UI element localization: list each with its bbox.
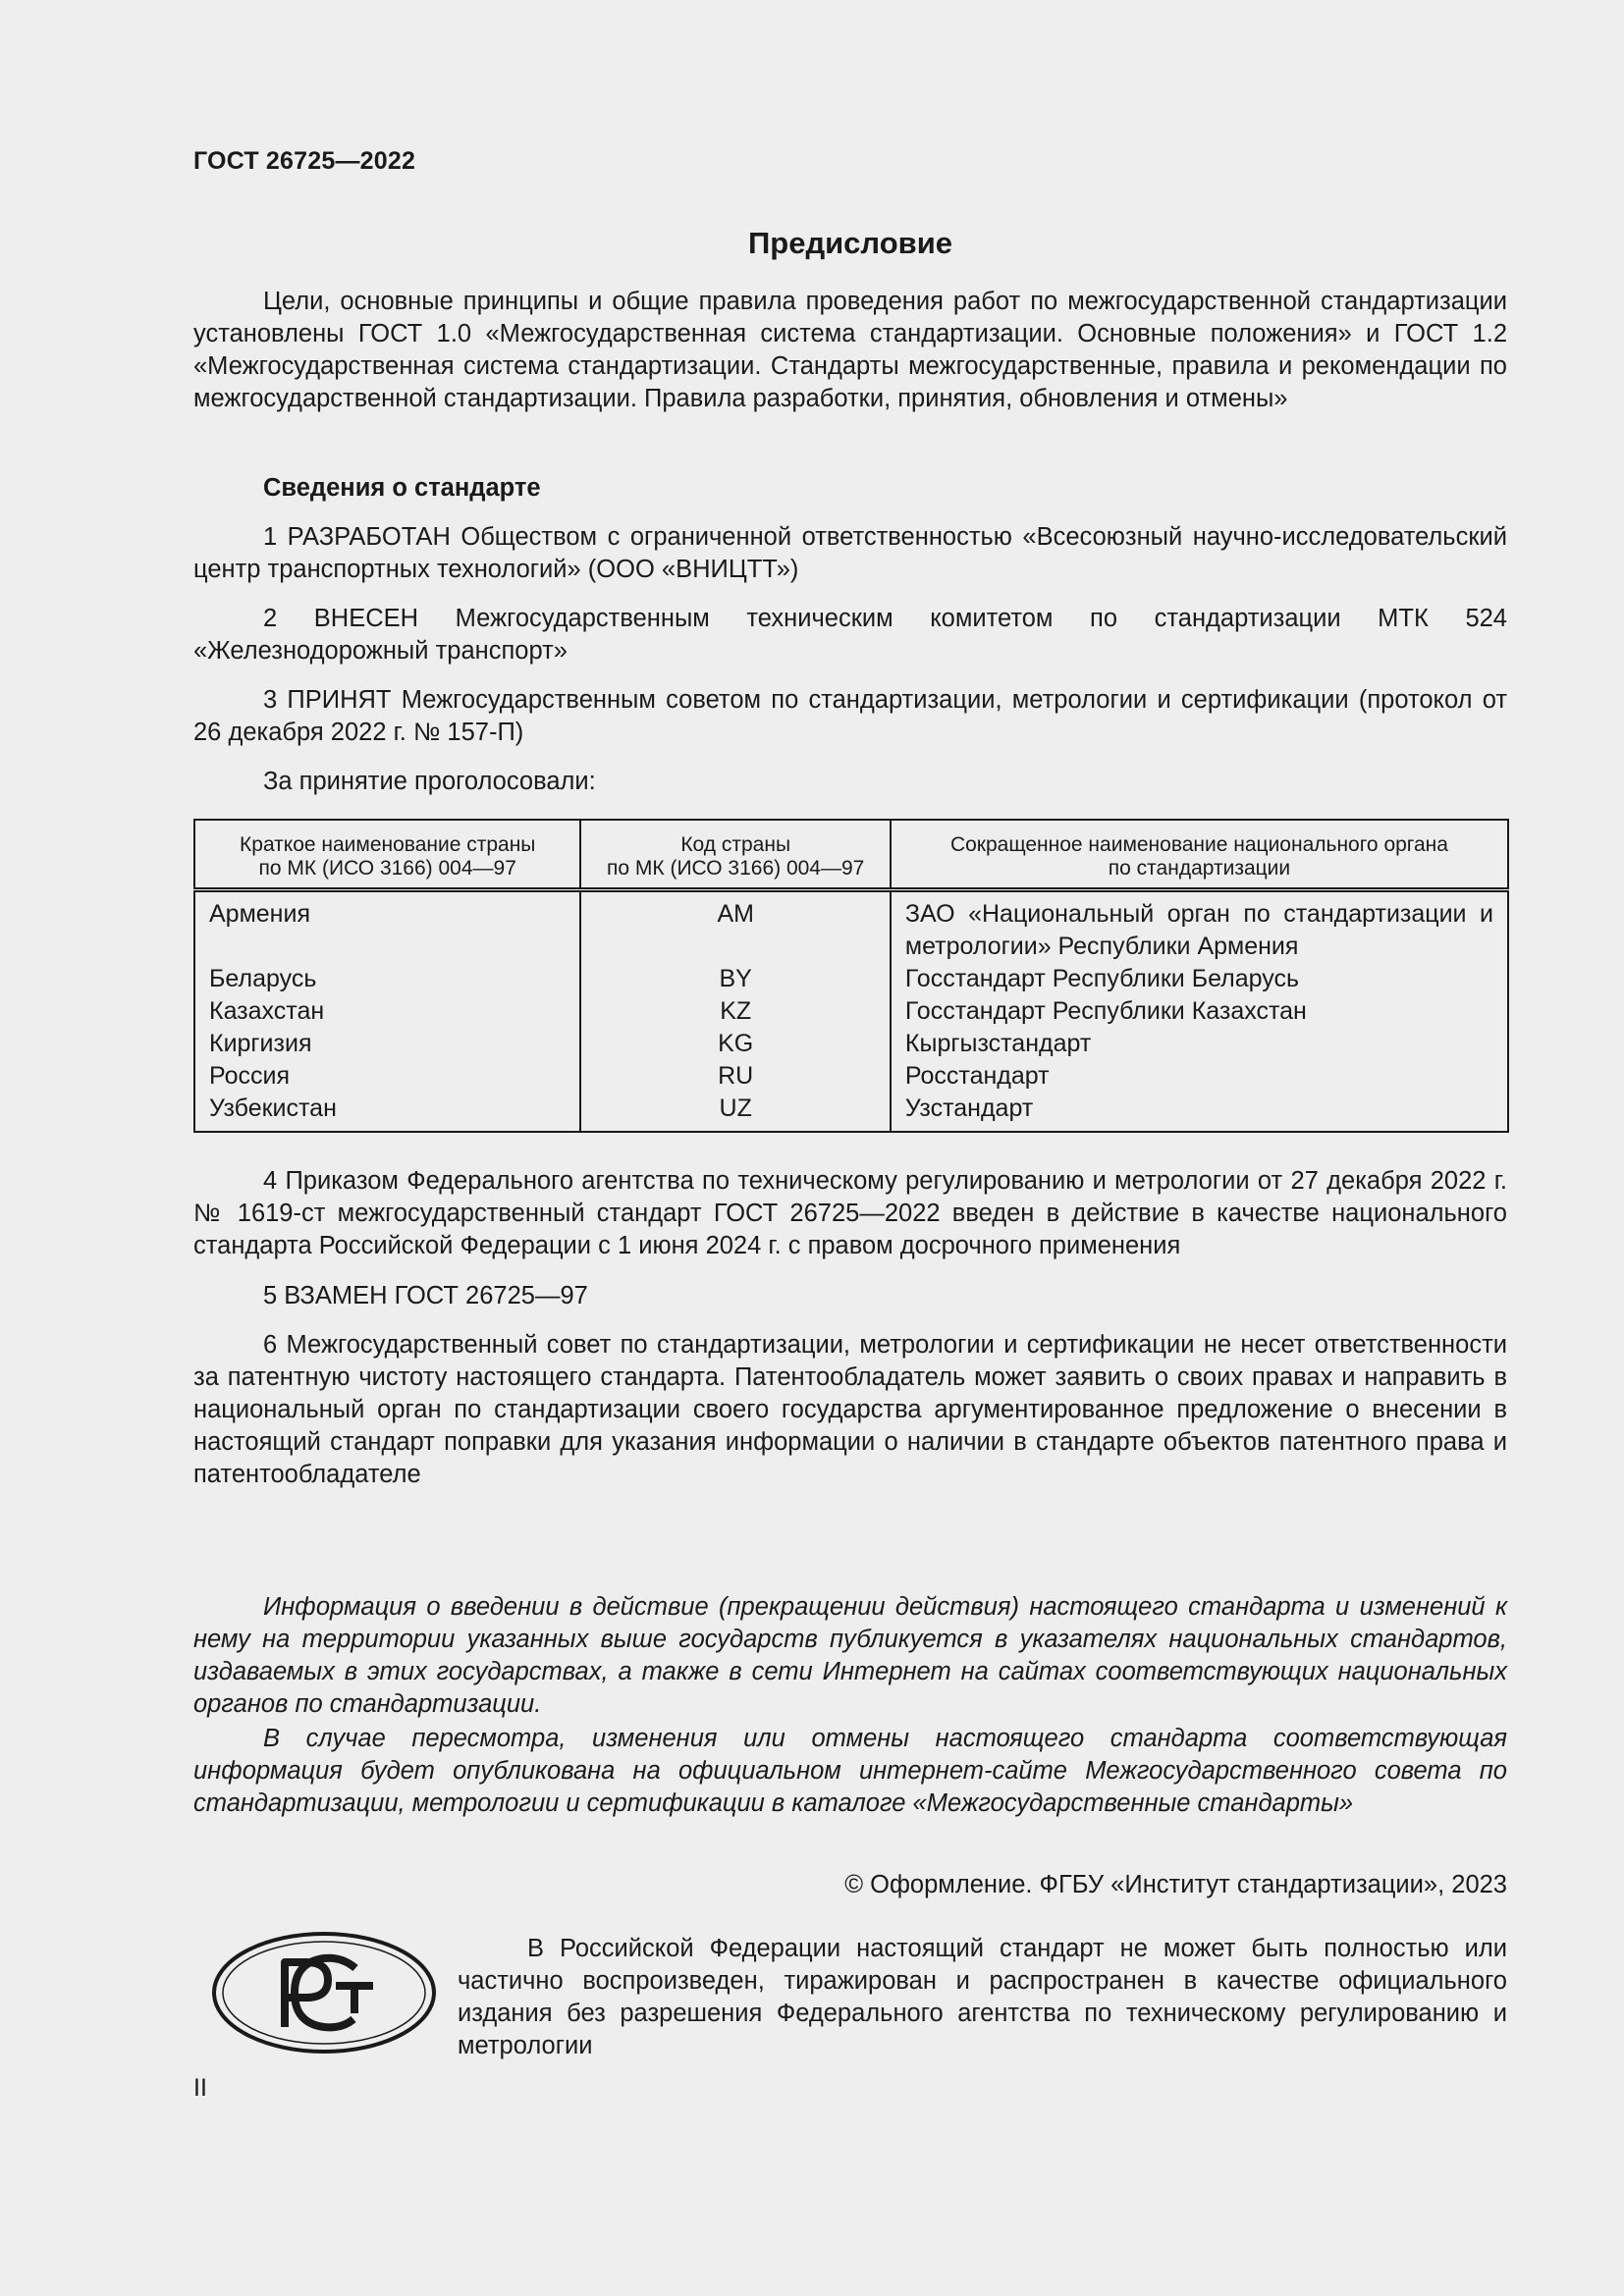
voted-label: За принятие проголосовали: (263, 768, 596, 795)
cell-country: Казахстан (194, 995, 580, 1028)
cell-body: Госстандарт Республики Беларусь (891, 963, 1508, 995)
cell-country: Армения (194, 890, 580, 964)
table-row (194, 995, 1508, 1028)
table-row (194, 963, 1508, 995)
cell-body: Росстандарт (891, 1060, 1508, 1093)
item-introduced: 2 ВНЕСЕН Межгосударственным техническим комитетом по стандартизации МТК 524 «Железнодорожный транспорт» (193, 605, 1507, 665)
page-title: Предисловие (747, 226, 952, 260)
intro-paragraph: Цели, основные принципы и общие правила проведения работ по межгосударственной стандартизации установлены ГОСТ 1.0 «Межгосударственная система стандартизации. Основные положения» и ГОСТ 1.2 «Межгосударственная система стандартизации. Стандарты межгосударственные, правила и рекомендации по межгосударственной стандартизации. Правила разработки, принятия, обновления и отмены» (193, 288, 1507, 412)
document-code: ГОСТ 26725—2022 (193, 147, 416, 175)
header-country: Краткое наименование страны по МК (ИСО 3166) 004—97 (194, 820, 580, 890)
copyright-line: © Оформление. ФГБУ «Институт стандартизации», 2023 (844, 1871, 1507, 1898)
rights-notice: В Российской Федерации настоящий стандарт не может быть полностью или частично воспроизведен, тиражирован и распространен в качестве официального издания без разрешения Федерального агентства по техническому регулированию и метрологии (458, 1935, 1507, 2059)
header-country-code: Код страны по МК (ИСО 3166) 004—97 (580, 820, 890, 890)
item-order: 4 Приказом Федерального агентства по техническому регулированию и метрологии от 27 декабря 2022 г. № 1619-ст межгосударственный стандарт ГОСТ 26725—2022 введен в действие в качестве национального стандарта Российской Федерации с 1 июня 2024 г. с правом досрочного применения (193, 1167, 1507, 1259)
note-info: Информация о введении в действие (прекращении действия) настоящего стандарта и изменений к нему на территории указанных выше государств публикуется в указателях национальных стандартов, издаваемых в этих государствах, а также в сети Интернет на сайтах соответствующих национальных органов по стандартизации. (193, 1593, 1507, 1718)
cell-body: Госстандарт Республики Казахстан (891, 995, 1508, 1028)
header-national-body: Сокращенное наименование национального органа по стандартизации (891, 820, 1508, 890)
cell-code: UZ (580, 1093, 890, 1132)
item-adopted: 3 ПРИНЯТ Межгосударственным советом по стандартизации, метрологии и сертификации (протокол от 26 декабря 2022 г. № 157-П) (193, 686, 1507, 746)
table-header-row (194, 820, 1508, 890)
item-replaces: 5 ВЗАМЕН ГОСТ 26725—97 (263, 1282, 588, 1309)
cell-body: Кыргызстандарт (891, 1028, 1508, 1060)
item-developed: 1 РАЗРАБОТАН Обществом с ограниченной ответственностью «Всесоюзный научно-исследовательский центр транспортных технологий» (ООО «ВНИЦТТ») (193, 523, 1507, 583)
cell-body: Узстандарт (891, 1093, 1508, 1132)
cell-country: Узбекистан (194, 1093, 580, 1132)
cell-code: KZ (580, 995, 890, 1028)
cell-code: BY (580, 963, 890, 995)
cell-code: KG (580, 1028, 890, 1060)
cell-body: ЗАО «Национальный орган по стандартизации и метрологии» Республики Армения (891, 890, 1508, 964)
item-patent: 6 Межгосударственный совет по стандартизации, метрологии и сертификации не несет ответственности за патентную чистоту настоящего стандарта. Патентообладатель может заявить о своих правах и направить в национальный орган по стандартизации своего государства аргументированное предложение о внесении в настоящий стандарт поправки для указания информации о наличии в стандарте объектов патентного права и патентообладателе (193, 1331, 1507, 1488)
table-row (194, 890, 1508, 964)
voting-table (193, 819, 1509, 1133)
table-row (194, 1093, 1508, 1132)
note-revision: В случае пересмотра, изменения или отмены настоящего стандарта соответствующая информация будет опубликована на официальном интернет-сайте Межгосударственного совета по стандартизации, метрологии и сертификации в каталоге «Межгосударственные стандарты» (193, 1725, 1507, 1817)
page-number: II (193, 2074, 207, 2102)
rst-mark-icon (210, 1929, 438, 2056)
cell-country: Беларусь (194, 963, 580, 995)
cell-country: Россия (194, 1060, 580, 1093)
cell-code: RU (580, 1060, 890, 1093)
table-row (194, 1028, 1508, 1060)
cell-code: AM (580, 890, 890, 964)
info-heading: Сведения о стандарте (263, 474, 541, 502)
table-row (194, 1060, 1508, 1093)
cell-country: Киргизия (194, 1028, 580, 1060)
